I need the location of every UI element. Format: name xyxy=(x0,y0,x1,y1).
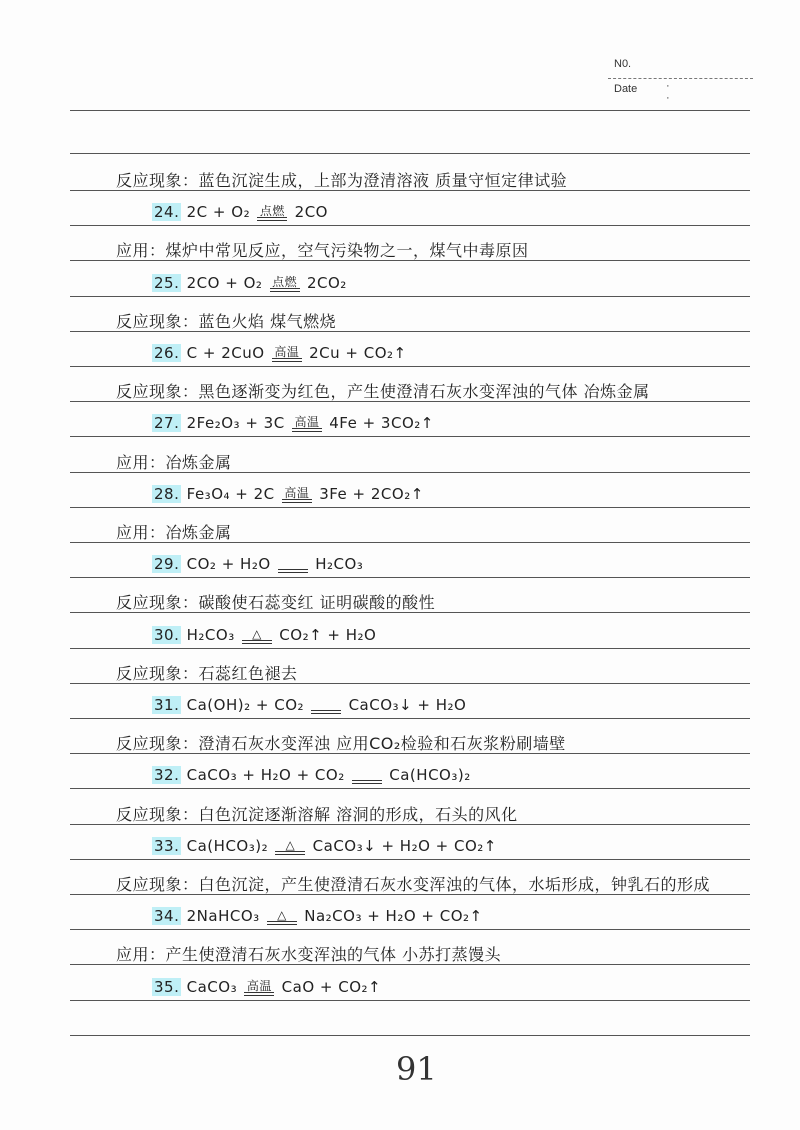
equation-line xyxy=(152,344,407,362)
ruled-line xyxy=(70,929,750,930)
condition-label: 高温 xyxy=(294,415,320,430)
ruled-line xyxy=(70,225,750,226)
note-line xyxy=(116,661,298,684)
note-text: 反应现象：白色沉淀逐渐溶解 溶洞的形成，石头的风化 xyxy=(116,804,518,824)
reaction-condition xyxy=(311,712,341,714)
reaction-condition xyxy=(292,415,322,432)
products: CaCO₃↓ + H₂O + CO₂↑ xyxy=(312,836,497,855)
reactants: H₂CO₃ xyxy=(186,625,235,644)
ruled-line xyxy=(70,718,750,719)
note-line xyxy=(116,309,336,332)
note-text: 应用：冶炼金属 xyxy=(116,523,232,542)
reactants: 2C + O₂ xyxy=(186,203,251,222)
ruled-line xyxy=(70,648,750,649)
equation-number: 26. xyxy=(154,344,180,362)
ruled-line xyxy=(70,366,750,367)
reactants: 2NaHCO₃ xyxy=(186,907,260,926)
date-label: Date xyxy=(614,83,638,95)
equals-bar xyxy=(282,502,312,503)
reaction-condition xyxy=(275,837,305,855)
equation-line xyxy=(152,274,347,292)
equation-number: 24. xyxy=(154,203,180,222)
ruled-line xyxy=(70,859,750,860)
note-text: 反应现象：澄清石灰水变浑浊 应用CO₂检验和石灰浆粉刷墙壁 xyxy=(116,734,566,754)
ruled-line xyxy=(70,788,750,789)
condition-label: 点燃 xyxy=(272,274,298,289)
equation-line xyxy=(152,626,376,644)
equation-number: 32. xyxy=(154,766,180,785)
products: 3Fe + 2CO₂↑ xyxy=(319,484,424,503)
ruled-line xyxy=(70,577,750,578)
products: 2Cu + CO₂↑ xyxy=(309,344,407,362)
products: Ca(HCO₃)₂ xyxy=(389,766,471,785)
equals-bar xyxy=(352,783,382,784)
products: H₂CO₃ xyxy=(315,555,364,574)
equals-bar xyxy=(267,924,297,925)
reaction-condition xyxy=(244,978,274,996)
equals-bar xyxy=(275,854,305,855)
note-text: 反应现象：蓝色沉淀生成，上部为澄清溶液 质量守恒定律试验 xyxy=(116,171,568,190)
equation-number: 34. xyxy=(154,907,180,926)
equals-bar xyxy=(311,710,341,711)
condition-label: △ xyxy=(252,626,262,641)
equation-number: 31. xyxy=(154,696,180,714)
reactants: C + 2CuO xyxy=(186,344,265,362)
equation-number: 28. xyxy=(154,484,180,503)
note-line xyxy=(116,168,567,191)
equation-line xyxy=(152,837,497,855)
note-line xyxy=(116,520,232,543)
reactants: CaCO₃ xyxy=(186,977,238,996)
reaction-condition xyxy=(282,485,312,503)
note-line xyxy=(116,379,650,402)
products: 4Fe + 3CO₂↑ xyxy=(329,414,434,433)
ruled-line xyxy=(70,507,750,508)
equals-bar xyxy=(270,291,300,292)
equation-line xyxy=(152,907,483,925)
equals-bar xyxy=(244,995,274,996)
equation-number: 30. xyxy=(154,625,180,644)
reactants: Ca(OH)₂ + CO₂ xyxy=(186,696,305,714)
note-text: 应用：产生使澄清石灰水变浑浊的气体 小苏打蒸馒头 xyxy=(116,945,502,965)
note-line xyxy=(116,731,566,754)
condition-label: 高温 xyxy=(274,345,300,359)
ruled-line xyxy=(70,110,750,111)
note-text: 反应现象：蓝色火焰 煤气燃烧 xyxy=(116,311,337,331)
note-text: 反应现象：白色沉淀，产生使澄清石灰水变浑浊的气体，水垢形成，钟乳石的形成 xyxy=(116,875,711,894)
equals-bar xyxy=(242,643,272,644)
products: Na₂CO₃ + H₂O + CO₂↑ xyxy=(304,907,483,926)
equation-number: 27. xyxy=(154,414,180,433)
equation-number: 25. xyxy=(154,273,180,292)
reactants: CO₂ + H₂O xyxy=(186,555,271,574)
ruled-line xyxy=(70,296,750,297)
equation-line xyxy=(152,414,434,432)
products: CaO + CO₂↑ xyxy=(281,977,382,996)
ruled-line xyxy=(70,436,750,437)
products: 2CO₂ xyxy=(306,273,347,292)
reactants: Ca(HCO₃)₂ xyxy=(186,836,269,855)
note-text: 应用：煤炉中常见反应，空气污染物之一，煤气中毒原因 xyxy=(116,241,529,261)
products: 2CO xyxy=(294,203,328,222)
reaction-condition xyxy=(257,204,287,221)
no-field xyxy=(608,54,753,79)
condition-label: △ xyxy=(285,837,296,852)
equals-bar xyxy=(278,572,308,573)
equals-bar xyxy=(311,713,341,714)
note-text: 应用：冶炼金属 xyxy=(116,452,232,472)
equals-bar xyxy=(272,361,302,362)
note-line xyxy=(116,450,232,473)
equation-line xyxy=(152,203,328,221)
equation-number: 35. xyxy=(154,977,180,996)
note-text: 反应现象：石蕊红色褪去 xyxy=(116,663,298,683)
reactants: CaCO₃ + H₂O + CO₂ xyxy=(186,766,345,785)
note-line xyxy=(116,590,435,613)
condition-label: 高温 xyxy=(246,978,272,993)
reaction-condition xyxy=(242,626,272,644)
date-dots: · · xyxy=(666,80,696,104)
equals-bar xyxy=(292,431,322,432)
equation-line xyxy=(152,485,424,503)
note-text: 反应现象：黑色逐渐变为红色，产生使澄清石灰水变浑浊的气体 冶炼金属 xyxy=(116,382,650,402)
note-text: 反应现象：碳酸使石蕊变红 证明碳酸的酸性 xyxy=(116,593,436,613)
note-line xyxy=(116,238,529,261)
condition-label: 高温 xyxy=(284,485,310,500)
header-box xyxy=(608,54,753,106)
date-field xyxy=(608,79,753,103)
ruled-line xyxy=(70,1000,750,1001)
reaction-condition xyxy=(352,782,382,784)
equation-line xyxy=(152,978,381,996)
equation-number: 29. xyxy=(154,555,180,574)
products: CO₂↑ + H₂O xyxy=(279,625,377,644)
note-line xyxy=(116,802,518,825)
equation-line xyxy=(152,555,363,573)
ruled-line xyxy=(70,1035,750,1036)
reaction-condition xyxy=(267,908,297,925)
ruled-line xyxy=(70,153,750,154)
note-line xyxy=(116,942,501,965)
equation-line xyxy=(152,766,471,784)
reaction-condition xyxy=(270,274,300,292)
equation-number: 33. xyxy=(154,836,180,855)
equals-bar xyxy=(257,220,287,221)
condition-label: 点燃 xyxy=(259,204,285,219)
equals-bar xyxy=(278,569,308,570)
note-line xyxy=(116,872,710,895)
reaction-condition xyxy=(278,571,308,573)
reactants: 2Fe₂O₃ + 3C xyxy=(186,414,285,433)
reactants: 2CO + O₂ xyxy=(186,273,263,292)
equals-bar xyxy=(352,780,382,781)
reaction-condition xyxy=(272,345,302,362)
reactants: Fe₃O₄ + 2C xyxy=(186,484,275,503)
no-label: N0. xyxy=(614,58,632,70)
products: CaCO₃↓ + H₂O xyxy=(348,696,467,714)
condition-label: △ xyxy=(277,908,287,923)
equation-line xyxy=(152,696,466,714)
page-number: 91 xyxy=(396,1050,437,1088)
